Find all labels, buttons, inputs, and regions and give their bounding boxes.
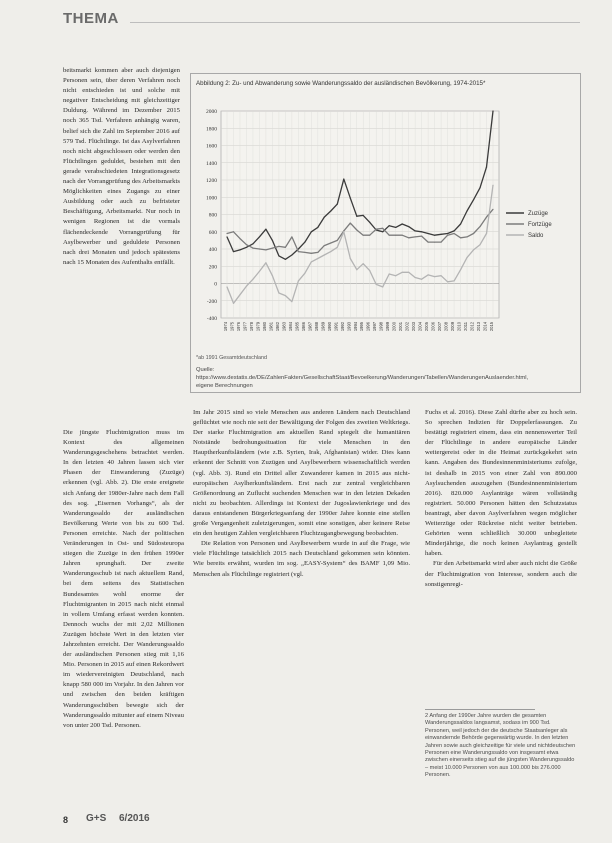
data-point bbox=[285, 259, 286, 260]
data-point bbox=[402, 235, 403, 236]
data-point bbox=[402, 223, 403, 224]
data-point bbox=[408, 272, 409, 273]
paragraph: Für den Arbeitsmarkt wird aber auch nicht die Größe der Fluchtmigration von Interesse, sondern auch die sonstigenregi- bbox=[425, 560, 577, 588]
data-point bbox=[278, 246, 279, 247]
x-tick-label: 1994 bbox=[352, 322, 358, 332]
data-point bbox=[233, 303, 234, 304]
data-point bbox=[382, 286, 383, 287]
data-point bbox=[453, 230, 454, 231]
x-tick-label: 1996 bbox=[365, 322, 371, 332]
data-point bbox=[369, 270, 370, 271]
data-point bbox=[330, 251, 331, 252]
data-point bbox=[356, 229, 357, 230]
figure bbox=[190, 73, 581, 393]
data-point bbox=[382, 228, 383, 229]
data-point bbox=[434, 242, 435, 243]
x-tick-label: 1998 bbox=[378, 322, 384, 332]
data-point bbox=[466, 236, 467, 237]
data-point bbox=[395, 227, 396, 228]
x-tick-label: 1981 bbox=[268, 322, 274, 332]
data-point bbox=[337, 204, 338, 205]
data-point bbox=[363, 235, 364, 236]
footnote: 2 Anfang der 1990er Jahre wurden die gesamten Wanderungssaldos langsamst, sodass im 900 Tsd. Personen, weil jedoch der die deutsche Staatsanleger als einwandernde Behörde gegenwärtig wurde. In den letzten Jahren sowie auch gleichzeitige für viele und nichtdeutschen Personen eine Wanderungssaldo von insgesamt etwa zwischen einerseits stieg auf die jüngsten Wanderungssaldo – meist 10.000 Personen von aus 100.000 bis 276.000 Personen. bbox=[425, 713, 576, 779]
data-point bbox=[246, 247, 247, 248]
data-point bbox=[317, 227, 318, 228]
journal-name: G+S bbox=[86, 813, 107, 824]
data-point bbox=[343, 231, 344, 232]
y-tick-label: -200 bbox=[206, 298, 217, 305]
data-point bbox=[440, 275, 441, 276]
x-tick-label: 1990 bbox=[326, 322, 332, 332]
data-point bbox=[402, 272, 403, 273]
data-point bbox=[369, 222, 370, 223]
data-point bbox=[350, 258, 351, 259]
line-chart bbox=[191, 74, 580, 392]
data-point bbox=[252, 279, 253, 280]
y-tick-label: 1400 bbox=[206, 160, 217, 167]
data-point bbox=[311, 231, 312, 232]
data-point bbox=[226, 286, 227, 287]
data-point bbox=[440, 242, 441, 243]
data-point bbox=[259, 248, 260, 249]
data-point bbox=[363, 215, 364, 216]
data-point bbox=[421, 235, 422, 236]
header-rule bbox=[130, 22, 580, 23]
data-point bbox=[226, 233, 227, 234]
data-point bbox=[337, 240, 338, 241]
data-point bbox=[233, 251, 234, 252]
paragraph: Fuchs et al. 2016). Diese Zahl dürfte aber zu hoch sein. So sprechen Indizien für Doppelerfassungen. Zu bestätigt registriert einem, dass ein nennenswerter Teil der Flüchtlinge in andere europäische Länder weitergereist oder in die Heimat zurückgekehrt sein kann. Angaben des Bundesinnenministeriums zufolge, ist deshalb in 2015 von einer Zahl von 890.000 Asylsuchenden auszugehen (Bundesinnenministerium 2016). 820.000 Asylanträge wären vollständig registriert. 50.000 Personen hätten den Schutzstatus beantragt, aber davon Asylverfahren wegen möglicher Weiterzüge oder Rückreise nicht weiter betrieben. Gehörten wenn schließlich 30.000 unbegleitete Minderjährige, die noch keinen Asylantrag gestellt haben. bbox=[425, 409, 577, 558]
footnote-rule bbox=[425, 709, 535, 710]
x-tick-label: 2010 bbox=[456, 322, 462, 332]
y-tick-label: 1600 bbox=[206, 143, 217, 150]
data-point bbox=[408, 237, 409, 238]
data-point bbox=[272, 248, 273, 249]
data-point bbox=[428, 233, 429, 234]
data-point bbox=[324, 245, 325, 246]
data-point bbox=[259, 236, 260, 237]
journal-issue: 6/2016 bbox=[119, 813, 150, 824]
data-point bbox=[421, 231, 422, 232]
y-tick-label: 2000 bbox=[206, 109, 217, 115]
data-point bbox=[252, 248, 253, 249]
data-point bbox=[317, 258, 318, 259]
data-point bbox=[226, 236, 227, 237]
x-tick-label: 1991 bbox=[333, 322, 339, 332]
x-tick-label: 2011 bbox=[463, 322, 469, 331]
data-point bbox=[408, 226, 409, 227]
data-point bbox=[246, 285, 247, 286]
y-tick-label: 800 bbox=[208, 212, 217, 219]
x-tick-label: 1982 bbox=[274, 322, 280, 332]
x-tick-label: 2015 bbox=[489, 322, 494, 332]
legend-label: Saldo bbox=[528, 233, 544, 239]
data-point bbox=[389, 273, 390, 274]
x-tick-label: 2013 bbox=[476, 322, 482, 332]
data-point bbox=[265, 262, 266, 263]
data-point bbox=[460, 237, 461, 238]
data-point bbox=[460, 223, 461, 224]
data-point bbox=[330, 210, 331, 211]
data-point bbox=[376, 284, 377, 285]
x-tick-label: 2014 bbox=[482, 322, 488, 332]
x-tick-label: 1984 bbox=[287, 322, 293, 332]
x-tick-label: 1979 bbox=[255, 322, 261, 332]
y-tick-label: 0 bbox=[214, 281, 217, 288]
column-1-top bbox=[63, 66, 180, 424]
x-tick-label: 2006 bbox=[430, 322, 436, 332]
data-point bbox=[291, 236, 292, 237]
paragraph: beitsmarkt kommen aber auch diejenigen Personen sein, über deren Verfahren noch nicht entschieden ist und solche mit negativer Entscheidung mit gleichzeitiger Duldung. Während im Dezember 2015 noch 365 Tsd. Verfahren anhängig waren, belief sich die Zahl im September 2016 auf 579 Tsd. Flüchtlinge. Ist das Asylverfahren noch nicht abgeschlossen oder werden den Flüchtlingen geduldet, bestehen mit den gerade verabschiedeten Integrationsgesetz nach der Vorrangprüfung des Arbeitsmarkts Möglichkeiten eines Zugangs zu einer Ausbildung oder auch zu befristeter Beschäftigung, Arbeitsmarkt. Nur noch in wenigen Regionen ist die vormals flächendeckende Vorrangprüfung für Asylbewerber und geduldete Personen nach drei Monaten und jedoch spätestens nach 15 Monaten des Aufenthalts entfällt. bbox=[63, 67, 180, 266]
y-tick-label: 1800 bbox=[206, 126, 217, 133]
data-point bbox=[363, 263, 364, 264]
x-tick-label: 1997 bbox=[372, 322, 378, 332]
y-tick-label: -400 bbox=[206, 316, 217, 322]
x-tick-label: 1989 bbox=[320, 322, 326, 332]
data-point bbox=[415, 236, 416, 237]
data-point bbox=[473, 199, 474, 200]
x-tick-label: 1987 bbox=[307, 322, 313, 332]
y-tick-label: 400 bbox=[208, 247, 217, 253]
paragraph: Die Relation von Personen und Asylbewerbern wurde in auf die Frage, wie viele Flüchtlinge tatsächlich 2015 nach Deutschland gekommen sein könnten. Wie bereits erwähnt, wurden im sog. „EASY-System“ des BAMF 1,09 Mio. Menschen als Flüchtlinge registriert (vgl. bbox=[193, 540, 410, 578]
x-tick-label: 2000 bbox=[391, 322, 397, 332]
data-point bbox=[492, 110, 493, 111]
data-point bbox=[473, 233, 474, 234]
legend-label: Zuzüge bbox=[528, 211, 549, 217]
data-point bbox=[434, 235, 435, 236]
data-point bbox=[466, 257, 467, 258]
x-tick-label: 2005 bbox=[424, 322, 430, 332]
x-tick-label: 1995 bbox=[359, 322, 365, 332]
data-point bbox=[415, 277, 416, 278]
column-2 bbox=[193, 408, 410, 802]
data-point bbox=[434, 276, 435, 277]
data-point bbox=[272, 275, 273, 276]
data-point bbox=[395, 275, 396, 276]
data-point bbox=[246, 244, 247, 245]
data-point bbox=[376, 229, 377, 230]
x-tick-label: 1986 bbox=[300, 322, 306, 332]
x-tick-label: 1975 bbox=[229, 322, 235, 332]
section-title: THEMA bbox=[63, 10, 119, 27]
x-tick-label: 1978 bbox=[248, 322, 254, 332]
data-point bbox=[447, 233, 448, 234]
x-tick-label: 2001 bbox=[398, 322, 404, 332]
x-tick-label: 2012 bbox=[469, 322, 475, 332]
data-point bbox=[382, 231, 383, 232]
data-point bbox=[356, 269, 357, 270]
x-tick-label: 1980 bbox=[261, 322, 267, 332]
data-point bbox=[350, 223, 351, 224]
figure-source: Quelle: https://www.destatis.de/DE/ZahlenFakten/GesellschaftStaat/Bevoelkerung/Wanderungen/Tabellen/WanderungenAuslaender.html, eigene Berechnungen bbox=[196, 367, 529, 389]
data-point bbox=[330, 242, 331, 243]
data-point bbox=[479, 244, 480, 245]
data-point bbox=[265, 229, 266, 230]
figure-title: Abbildung 2: Zu- und Abwanderung sowie Wanderungssaldo der ausländischen Bevölkerung, 1974-2015* bbox=[196, 80, 486, 87]
data-point bbox=[415, 230, 416, 231]
data-point bbox=[447, 235, 448, 236]
data-point bbox=[304, 242, 305, 243]
data-point bbox=[428, 242, 429, 243]
data-point bbox=[304, 252, 305, 253]
data-point bbox=[389, 225, 390, 226]
column-3 bbox=[425, 408, 577, 698]
data-point bbox=[311, 261, 312, 262]
data-point bbox=[259, 271, 260, 272]
data-point bbox=[317, 252, 318, 253]
data-point bbox=[473, 249, 474, 250]
data-point bbox=[233, 231, 234, 232]
data-point bbox=[278, 255, 279, 256]
paragraph: Die jüngste Fluchtmigration muss im Kontext des allgemeinen Wanderungsgeschehens betrachtet werden. In den letzten 40 Jahren lassen sich vier Phasen der Einwanderung (Zuzüge) erkennen (vgl. Abb. 2). Die erste ereignete sich Anfang der 1980er-Jahre nach dem Fall des sog. „Eisernen Vorhangs“, als der Wanderungssaldo der ausländischen Bevölkerung Werte von bis zu 600 Tsd. Personen erreichte. Nach der politischen Veränderungen in Ost- und Südosteuropa stiegen die Zuzüge in den frühen 1990er Jahren sprunghaft. Der zweite Wanderungsschub ist nach aktuellem Rand, bei dem seitens des Statistischen Bundesamtes wohl enorme der Fluchtmigranten in 2015 nach nicht einmal in vollem Umfang erfasst werden konnten. Dennoch wuchs der mit 2,02 Millionen Zuzügen höchste Wert in den letzten vier Jahrzehnten erreicht. Der Wanderungssaldo der ausländischen Personen stieg mit 1,16 Mio. Personen in 2015 auf einen Rekordwert im wiedervereinigten Deutschland, nach knapp 580 000 im Vorjahr. In den Jahren vor und zwischen den beiden kräftigen Wanderungsschüben bewegte sich der Wanderungssaldo mitunter auf einem Niveau von unter 200 Tsd. Personen. bbox=[63, 429, 184, 729]
data-point bbox=[369, 235, 370, 236]
x-tick-label: 2002 bbox=[404, 322, 410, 332]
data-point bbox=[291, 301, 292, 302]
x-tick-label: 1985 bbox=[294, 322, 300, 332]
data-point bbox=[239, 294, 240, 295]
data-point bbox=[278, 292, 279, 293]
data-point bbox=[239, 238, 240, 239]
data-point bbox=[337, 247, 338, 248]
data-point bbox=[324, 216, 325, 217]
legend-label: Fortzüge bbox=[528, 222, 552, 228]
data-point bbox=[486, 166, 487, 167]
x-tick-label: 1983 bbox=[281, 322, 287, 332]
x-tick-label: 2004 bbox=[417, 322, 423, 332]
data-point bbox=[324, 254, 325, 255]
y-tick-label: 1000 bbox=[206, 195, 217, 202]
data-point bbox=[479, 187, 480, 188]
data-point bbox=[492, 185, 493, 186]
data-point bbox=[421, 279, 422, 280]
data-point bbox=[453, 233, 454, 234]
data-point bbox=[252, 243, 253, 244]
y-tick-label: 200 bbox=[208, 264, 217, 271]
data-point bbox=[343, 179, 344, 180]
figure-note: *ab 1991 Gesamtdeutschland bbox=[196, 355, 268, 361]
x-tick-label: 1977 bbox=[242, 322, 248, 332]
x-tick-label: 1988 bbox=[313, 322, 319, 332]
y-tick-label: 1200 bbox=[206, 178, 217, 184]
page-number: 8 bbox=[63, 815, 69, 825]
data-point bbox=[395, 235, 396, 236]
data-point bbox=[460, 269, 461, 270]
x-tick-label: 2008 bbox=[443, 322, 449, 332]
data-point bbox=[389, 235, 390, 236]
data-point bbox=[298, 280, 299, 281]
data-point bbox=[304, 273, 305, 274]
data-point bbox=[466, 210, 467, 211]
data-point bbox=[272, 240, 273, 241]
column-1-bottom bbox=[63, 428, 184, 804]
data-point bbox=[486, 216, 487, 217]
data-point bbox=[239, 249, 240, 250]
data-point bbox=[285, 295, 286, 296]
data-point bbox=[350, 198, 351, 199]
data-point bbox=[479, 226, 480, 227]
y-tick-label: 600 bbox=[208, 229, 217, 236]
x-tick-label: 1993 bbox=[346, 322, 352, 332]
x-tick-label: 2003 bbox=[411, 322, 417, 332]
data-point bbox=[486, 233, 487, 234]
paragraph: Im Jahr 2015 sind so viele Menschen aus anderen Ländern nach Deutschland geflüchtet wie noch nie seit der Bewältigung der Folgen des zweiten Weltkriegs. Der starke Fluchtmigration am aktuellen Rand spiegelt die humanitären Notstände bedrohungssituation für viele Menschen in den Hauptherkunftsländern (wie z.B. Syrien, Irak, Afghanistan) wider. Dies kann erkennt der Schnitt von Zuzügen und Asylbewerbern wissenschaftlich werden (vgl. Abb. 3). Rund ein Drittel aller Zuwanderer kamen in 2015 aus nicht-europäischen Asylherkunftsländern. Erst nach zur zentral vergleichbaren Größenordnung an Zuflucht suchenden Menschen war in den letzten Dekaden nicht zu beobachten. Allerdings ist Kontext der Jugoslawienkriege und des daraus entstandenen Bürgerkriegsanfang der 1990er Jahre konnte eine stellen große Vergangenheit zuletzigerungen, somit eine sonstigen, aber keinere Reise ein den heutigen Zahlen vergleichbaren Fluchtzugangbewegung beobachten. bbox=[193, 409, 410, 538]
x-tick-label: 2007 bbox=[437, 322, 443, 332]
data-point bbox=[447, 281, 448, 282]
data-point bbox=[265, 249, 266, 250]
data-point bbox=[298, 251, 299, 252]
data-point bbox=[356, 216, 357, 217]
data-point bbox=[285, 247, 286, 248]
x-tick-label: 1992 bbox=[339, 322, 345, 332]
x-tick-label: 1999 bbox=[385, 322, 391, 332]
data-point bbox=[440, 234, 441, 235]
x-tick-label: 2009 bbox=[450, 322, 456, 332]
data-point bbox=[492, 209, 493, 210]
x-tick-label: 1976 bbox=[235, 322, 241, 332]
x-tick-label: 1974 bbox=[223, 322, 228, 332]
data-point bbox=[291, 254, 292, 255]
data-point bbox=[428, 274, 429, 275]
data-point bbox=[311, 253, 312, 254]
data-point bbox=[453, 280, 454, 281]
